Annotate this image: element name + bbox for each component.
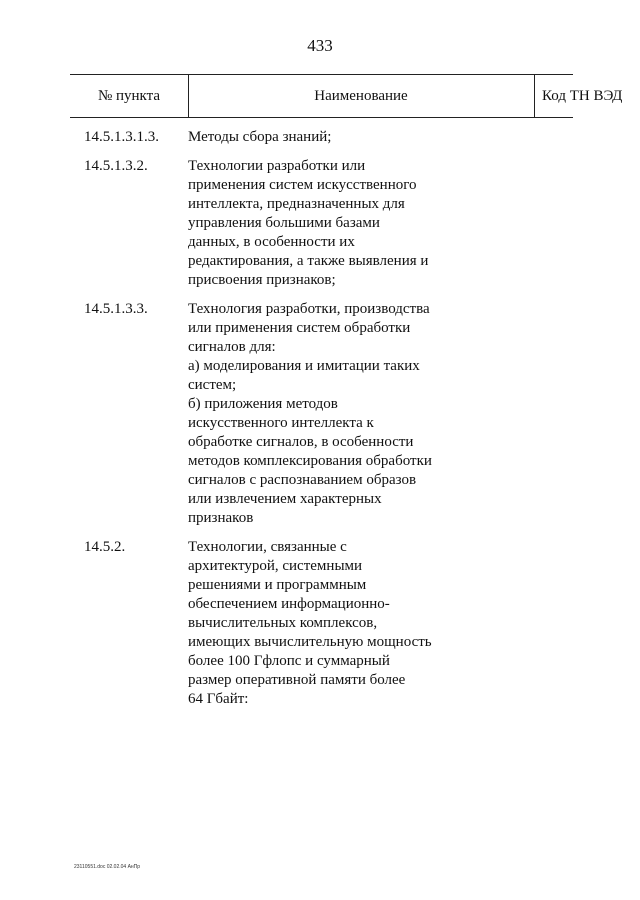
header-item-number: № пункта [70, 75, 189, 117]
row-text: Технологии, связанные с архитектурой, системными решениями и программным обеспечением информационно- вычислительных комплексов, имеющих вычислительную мощность более 100 Гфлопс и суммарный размер оперативной памяти более 64 Гбайт: [188, 539, 432, 707]
table-row [84, 128, 484, 147]
table-row [84, 300, 484, 528]
row-number: 14.5.1.3.1.3. [84, 129, 159, 145]
table-header [70, 74, 623, 118]
header-name: Наименование [188, 75, 535, 117]
table-row [84, 157, 484, 290]
page-number: 433 [307, 36, 333, 55]
row-number: 14.5.1.3.3. [84, 301, 148, 317]
table-row [84, 538, 484, 709]
row-text: Технологии разработки или применения систем искусственного интеллекта, предназначенных для управления большими базами данных, в особенности их редактирования, а также выявления и присвоения признаков; [188, 158, 429, 288]
row-number: 14.5.2. [84, 539, 126, 555]
row-number: 14.5.1.3.2. [84, 158, 148, 174]
header-code: Код ТН ВЭД [542, 88, 623, 104]
row-text: Методы сбора знаний; [188, 129, 332, 145]
table-body [84, 128, 484, 719]
row-text: Технология разработки, производства или применения систем обработки сигналов для: а) моделирования и имитации таких систем; б) приложения методов искусственного интеллекта к обработке сигналов, в особенности методов комплексирования обработки сигналов с распознаванием образов или извлечением характерных признаков [188, 301, 432, 526]
footer-doc-reference: 23110551.doc 02.02.04 АнПр [74, 864, 141, 870]
